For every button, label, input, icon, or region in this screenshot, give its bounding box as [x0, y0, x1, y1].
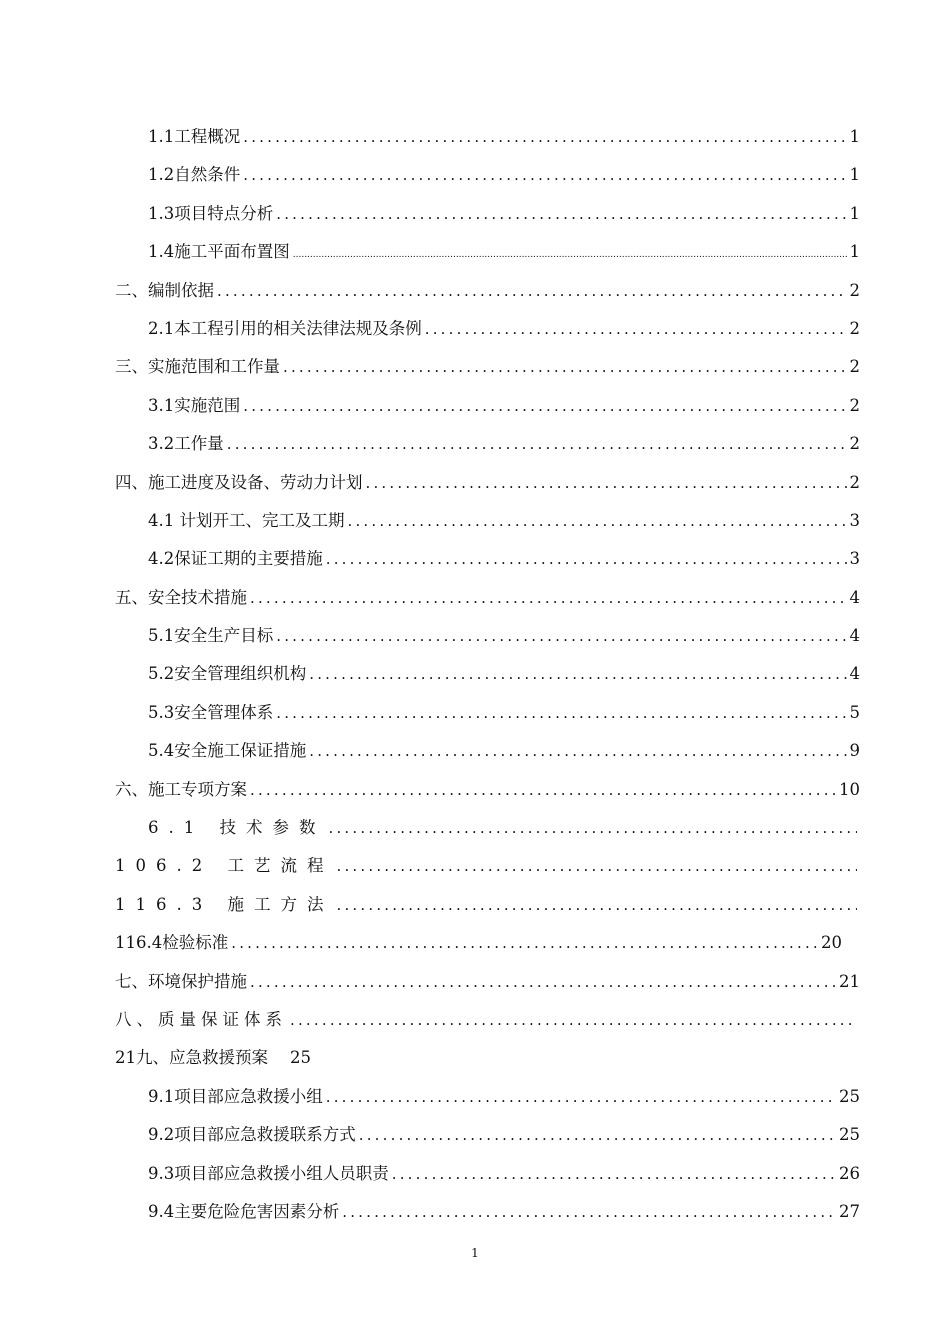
toc-entry[interactable]	[115, 310, 860, 348]
toc-entry-page: 1	[849, 165, 860, 185]
toc-entry-label: 21九、应急救援预案	[115, 1048, 268, 1068]
toc-leader-dots	[326, 540, 847, 578]
toc-leader-dots	[309, 655, 846, 693]
toc-entry-label: 三、实施范围和工作量	[115, 357, 280, 377]
toc-entry[interactable]	[115, 886, 860, 924]
toc-entry[interactable]	[115, 809, 860, 847]
toc-entry[interactable]	[115, 464, 860, 502]
toc-leader-dots	[250, 771, 836, 809]
toc-entry-page: 20	[821, 933, 842, 953]
toc-entry[interactable]	[115, 694, 860, 732]
toc-leader-dots	[336, 886, 857, 924]
toc-entry-label: 1.1工程概况	[148, 127, 241, 146]
toc-leader-dots	[392, 1155, 836, 1193]
toc-entry-label: 9.3项目部应急救援小组人员职责	[148, 1163, 389, 1183]
toc-entry-label: 1.2自然条件	[148, 165, 241, 185]
toc-entry[interactable]	[115, 579, 860, 617]
toc-entry-page: 4	[849, 626, 860, 646]
toc-entry[interactable]	[115, 847, 860, 885]
toc-leader-dots	[283, 348, 847, 386]
toc-entry-page: 2	[849, 318, 860, 338]
toc-leader-dots	[293, 236, 847, 271]
toc-leader-dots	[336, 847, 857, 885]
toc-entry-label: 3.2工作量	[148, 434, 224, 454]
toc-entry[interactable]	[115, 540, 860, 578]
toc-entry[interactable]	[115, 1001, 860, 1039]
toc-leader-dots	[250, 579, 847, 617]
toc-entry-label: 1.3项目特点分析	[148, 203, 274, 223]
toc-entry-page: 27	[839, 1201, 860, 1221]
toc-entry-label: 四、施工进度及设备、劳动力计划	[115, 472, 363, 492]
toc-entry-page: 2	[849, 472, 860, 492]
toc-entry-page: 1	[849, 242, 860, 262]
toc-entry[interactable]	[115, 1193, 860, 1231]
toc-entry[interactable]	[115, 1155, 860, 1193]
toc-entry-page: 2	[849, 280, 860, 300]
toc-entry-page: 3	[849, 510, 860, 530]
toc-entry[interactable]	[115, 924, 860, 962]
toc-leader-dots	[243, 156, 846, 194]
toc-entry-label: 116.4检验标准	[115, 933, 229, 953]
toc-entry-label: 116.3 施工方法	[115, 894, 334, 914]
toc-leader-dots	[276, 617, 846, 655]
toc-leader-dots	[227, 425, 847, 463]
toc-entry-page: 4	[849, 664, 860, 684]
toc-entry-page: 3	[849, 549, 860, 569]
toc-leader-dots	[329, 809, 858, 847]
toc-leader-dots	[231, 924, 818, 962]
toc-entry-page: 2	[849, 357, 860, 377]
toc-entry[interactable]	[115, 732, 860, 770]
toc-entry[interactable]	[115, 655, 860, 693]
toc-entry[interactable]	[115, 156, 860, 194]
toc-entry-label: 9.1项目部应急救援小组	[148, 1086, 323, 1106]
toc-entry-page: 1	[849, 203, 860, 223]
toc-leader-dots	[366, 464, 847, 502]
toc-entry-page: 4	[849, 587, 860, 607]
toc-entry-page: 5	[849, 702, 860, 722]
toc-entry-label: 106.2 工艺流程	[115, 856, 334, 876]
toc-entry[interactable]	[115, 348, 860, 386]
toc-entry-label: 七、环境保护措施	[115, 971, 247, 991]
toc-entry-page: 9	[849, 741, 860, 761]
toc-entry[interactable]	[115, 233, 860, 271]
toc-entry[interactable]	[115, 1039, 860, 1077]
toc-entry[interactable]	[115, 617, 860, 655]
toc-entry-page: 10	[839, 779, 860, 799]
toc-leader-dots	[425, 310, 847, 348]
toc-leader-dots	[276, 195, 846, 233]
toc-entry-label: 9.2项目部应急救援联系方式	[148, 1125, 356, 1145]
toc-entry[interactable]	[115, 771, 860, 809]
toc-leader-dots	[250, 963, 836, 1001]
toc-entry-page: 1	[849, 127, 860, 146]
toc-leader-dots	[290, 1001, 857, 1039]
toc-entry-page: 21	[839, 971, 860, 991]
toc-leader-dots	[276, 694, 846, 732]
toc-entry-label: 八、质量保证体系	[115, 1009, 287, 1029]
toc-entry-label: 4.2保证工期的主要措施	[148, 549, 323, 569]
toc-leader-dots	[243, 387, 846, 425]
toc-leader-dots	[359, 1116, 836, 1154]
page-number: 1	[471, 1246, 479, 1260]
toc-entry-page: 2	[849, 434, 860, 454]
toc-entry[interactable]	[115, 963, 860, 1001]
toc-leader-dots	[348, 502, 847, 540]
toc-entry[interactable]	[115, 425, 860, 463]
toc-entry-label: 3.1实施范围	[148, 395, 241, 415]
toc-entry-label: 六、施工专项方案	[115, 779, 247, 799]
toc-entry-label: 五、安全技术措施	[115, 587, 247, 607]
toc-entry-label: 1.4施工平面布置图	[148, 242, 290, 262]
toc-entry-page: 25	[839, 1125, 860, 1145]
toc-entry-label: 5.2安全管理组织机构	[148, 664, 307, 684]
toc-leader-dots	[342, 1193, 836, 1231]
toc-entry-page: 26	[839, 1163, 860, 1183]
toc-entry-label: 5.1安全生产目标	[148, 626, 274, 646]
toc-entry[interactable]	[115, 387, 860, 425]
toc-entry-label: 二、编制依据	[115, 280, 214, 300]
toc-entry[interactable]	[115, 1116, 860, 1154]
toc-entry-label: 2.1本工程引用的相关法律法规及条例	[148, 318, 422, 338]
toc-leader-dots	[243, 118, 846, 156]
toc-entry[interactable]	[115, 1078, 860, 1116]
toc-entry[interactable]	[115, 272, 860, 310]
toc-entry[interactable]	[115, 195, 860, 233]
table-of-contents	[115, 118, 860, 1231]
toc-entry-label: 9.4主要危险危害因素分析	[148, 1201, 340, 1221]
toc-entry-page: 25	[290, 1048, 311, 1068]
toc-entry-label: 5.4安全施工保证措施	[148, 741, 307, 761]
toc-entry[interactable]	[115, 118, 860, 156]
toc-leader-dots	[326, 1078, 836, 1116]
toc-entry-page: 2	[849, 395, 860, 415]
toc-leader-dots	[309, 732, 846, 770]
toc-entry-label: 4.1 计划开工、完工及工期	[148, 510, 345, 530]
toc-entry-label: 6.1 技术参数	[148, 818, 326, 838]
toc-entry-label: 5.3安全管理体系	[148, 702, 274, 722]
toc-leader-dots	[217, 272, 847, 310]
toc-entry-page: 25	[839, 1086, 860, 1106]
toc-entry[interactable]	[115, 502, 860, 540]
